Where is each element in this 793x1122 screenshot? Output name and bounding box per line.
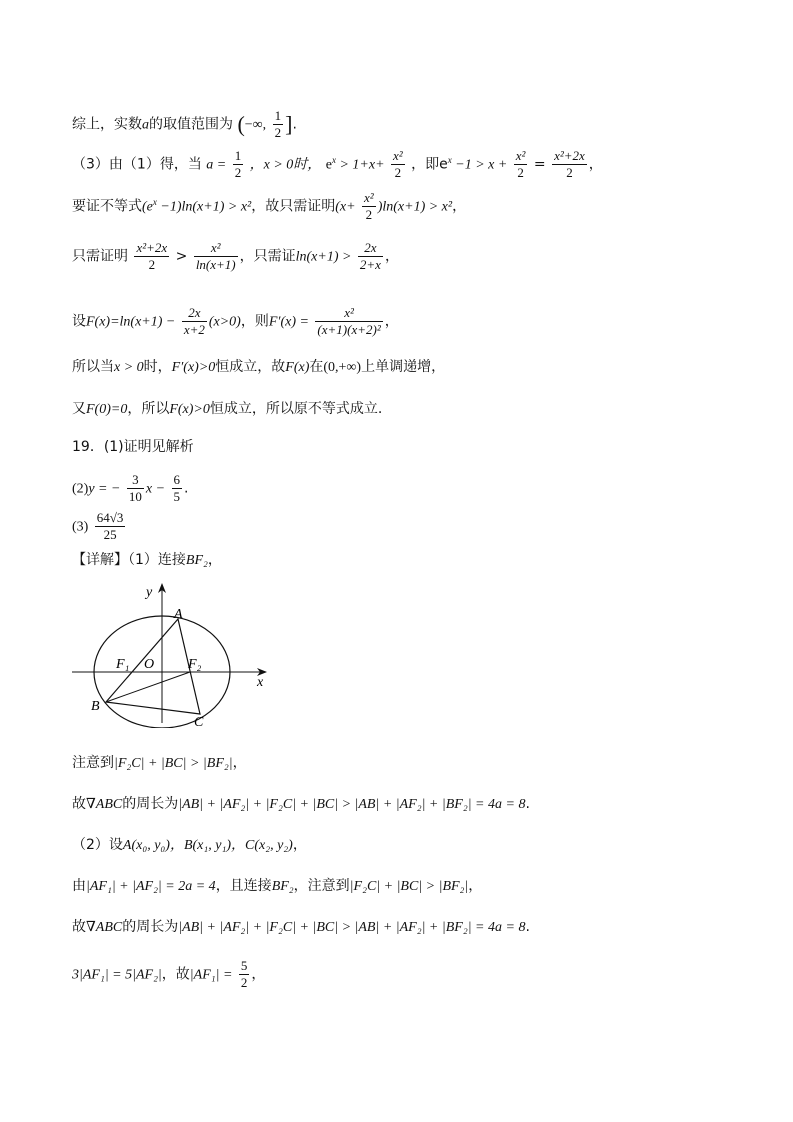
line-note-inequality: 注意到|F₂C| + |BC| > |BF₂|， <box>72 755 247 771</box>
label-f1: F₁ <box>116 657 130 672</box>
line-define-F: 设F(x)=ln(x+1) − $\frac{2x}{x+2}$ (x>0)，则F′(x) = $\frac{\text{x²}}{\text{(x+1)(x+2)²}}$ ， <box>72 305 399 337</box>
line-part3-start: （3）由（1）得，当 a = $\frac{1}{2}$ ，x > 0时， $e^x > 1+x+$ $\frac{\text{x²}}{2}$ ，即$e^x -1 > x$ + $\frac{\text{x²}}{2}$ = $\frac{\text{x²+2x}}{2}$ ， <box>72 148 603 180</box>
line-perimeter-1: 故∇ABC的周长为|AB| + |AF₂| + |F₂C| + |BC| > |AB| + |AF₂| + |BF₂| = 4a = 8. <box>72 796 530 812</box>
label-b: B <box>91 699 100 714</box>
answer-19-part3: (3) $\frac{64√3}{25}$ <box>72 510 124 542</box>
ellipse-triangle-figure <box>66 578 276 728</box>
answer-19-part1: 19．(1)证明见解析 <box>72 439 194 455</box>
line-af1-value: 3|AF₁| = 5|AF₂|，故|AF₁| = $\frac{5}{2}$ ， <box>72 958 266 990</box>
fraction-half: $\frac{1}{2}$ <box>274 108 282 140</box>
line-detail-heading: 【详解】（1）连接BF₂， <box>72 552 222 568</box>
line-part2-setup: （2）设A(x₀, y₀)，B(x₁, y₁)，C(x₂, y₂)， <box>72 837 307 853</box>
label-x: x <box>257 675 264 690</box>
label-o: O <box>144 657 155 672</box>
line-inequality-holds: 又F(0)=0，所以F(x)>0恒成立，所以原不等式成立. <box>72 401 383 417</box>
label-y: y <box>146 585 153 600</box>
answer-19-part2: (2)y = − $\frac{3}{10}$ x − $\frac{6}{5}$ . <box>72 472 189 504</box>
label-a: A <box>174 607 183 622</box>
label-f2: F₂ <box>188 657 202 672</box>
line-conclusion-range: 综上，实数a的取值范围为 (−∞, $\frac{1}{2}$ ]. <box>72 108 297 140</box>
label-c: C <box>194 715 204 728</box>
line-only-need-prove: 只需证明 $\frac{\text{x²+2x}}{2}$ > $\frac{\text{x²}}{\ln(x+1)}$ ，只需证ln(x+1) > $\frac{2x}{2+x}$ ， <box>72 240 399 272</box>
line-perimeter-2: 故∇ABC的周长为|AB| + |AF₂| + |F₂C| + |BC| > |AB| + |AF₂| + |BF₂| = 4a = 8. <box>72 919 530 935</box>
line-to-prove: 要证不等式$(e^x -1)\ln(x+1) > x^2$，故只需证明(x+ $\frac{\text{x²}}{2}$ )ln(x+1) > x²， <box>72 190 467 222</box>
line-focal-sum: 由|AF₁| + |AF₂| = 2a = 4，且连接BF₂，注意到|F₂C| + |BC| > |BF₂|， <box>72 878 483 894</box>
line-monotonic: 所以当x > 0时，F′(x)>0恒成立，故F(x)在(0,+∞)上单调递增， <box>72 359 446 375</box>
